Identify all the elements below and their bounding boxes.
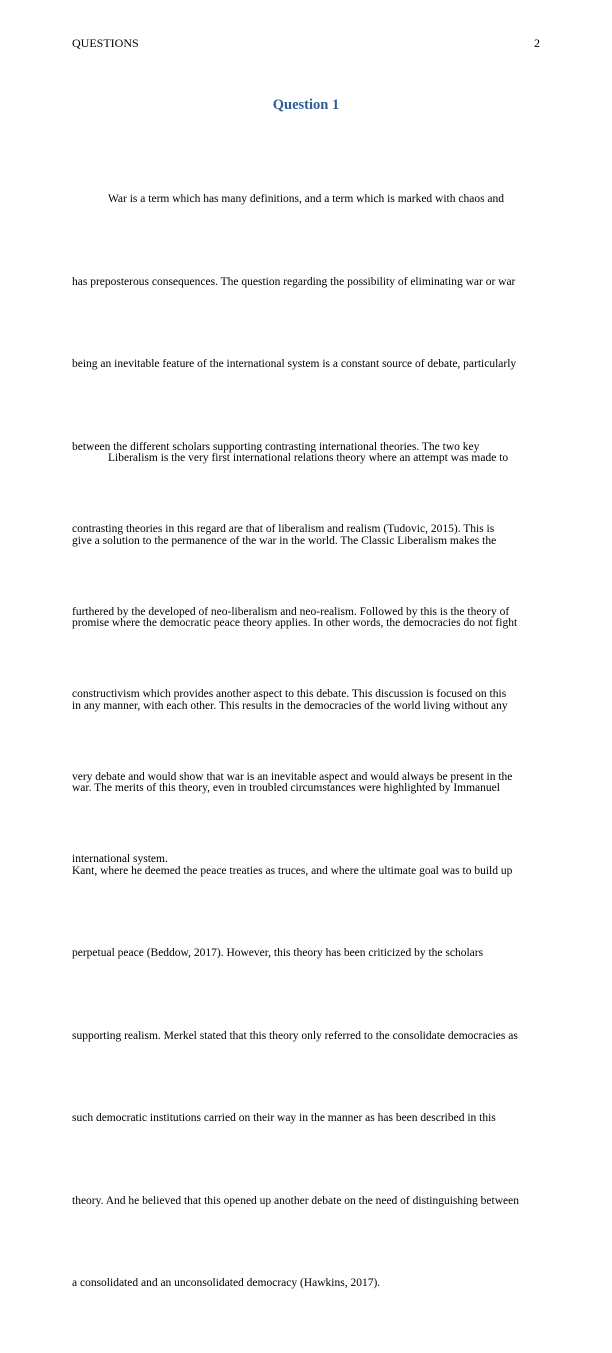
paragraph-line: Kant, where he deemed the peace treaties as truces, and where the ultimate goal was to build up [72, 864, 513, 877]
page-number: 2 [534, 36, 540, 50]
running-head: QUESTIONS [72, 36, 139, 50]
paragraph-line: constructivism which provides another aspect to this debate. This discussion is focused on this [72, 688, 507, 700]
paragraph-line: such democratic institutions carried on their way in the manner as has been described in this [72, 1112, 496, 1124]
paragraph-line: perpetual peace (Beddow, 2017). However, this theory has been criticized by the scholars [72, 947, 484, 959]
paragraph-line: give a solution to the permanence of the war in the world. The Classic Liberalism makes the [72, 534, 497, 547]
paragraph-2 [72, 390, 519, 1353]
paragraph-line: has preposterous consequences. The question regarding the possibility of eliminating war or war [72, 275, 516, 288]
paragraph-line: promise where the democratic peace theory applies. In other words, the democracies do not fight [72, 617, 518, 629]
paragraph-line: international system. [72, 853, 168, 865]
paragraph-line: Liberalism is the very first international relations theory where an attempt was made to [108, 452, 509, 464]
paragraph-line: a consolidated and an unconsolidated democracy (Hawkins, 2017). [72, 1277, 381, 1289]
paragraph-line: War is a term which has many definitions, and a term which is marked with chaos and [108, 193, 505, 205]
paragraph-line: furthered by the developed of neo-liberalism and neo-realism. Followed by this is the theory of [72, 605, 510, 618]
paragraph-line: between the different scholars supporting contrasting international theories. The two key [72, 440, 480, 453]
paragraph-line: theory. And he believed that this opened up another debate on the need of distinguishing between [72, 1194, 519, 1207]
page-title: Question 1 [272, 97, 340, 113]
paragraph-line: contrasting theories in this regard are that of liberalism and realism (Tudovic, 2015). This is [72, 523, 495, 535]
paragraph-line: supporting realism. Merkel stated that this theory only referred to the consolidate democracies as [72, 1029, 518, 1042]
paragraph-line: in any manner, with each other. This results in the democracies of the world living without any [72, 699, 508, 712]
paragraph-line: very debate and would show that war is an inevitable aspect and would always be present in the [72, 770, 513, 783]
paragraph-line: being an inevitable feature of the international system is a constant source of debate, particularly [72, 358, 517, 370]
paragraph-line: war. The merits of this theory, even in troubled circumstances were highlighted by Immanuel [72, 782, 500, 794]
